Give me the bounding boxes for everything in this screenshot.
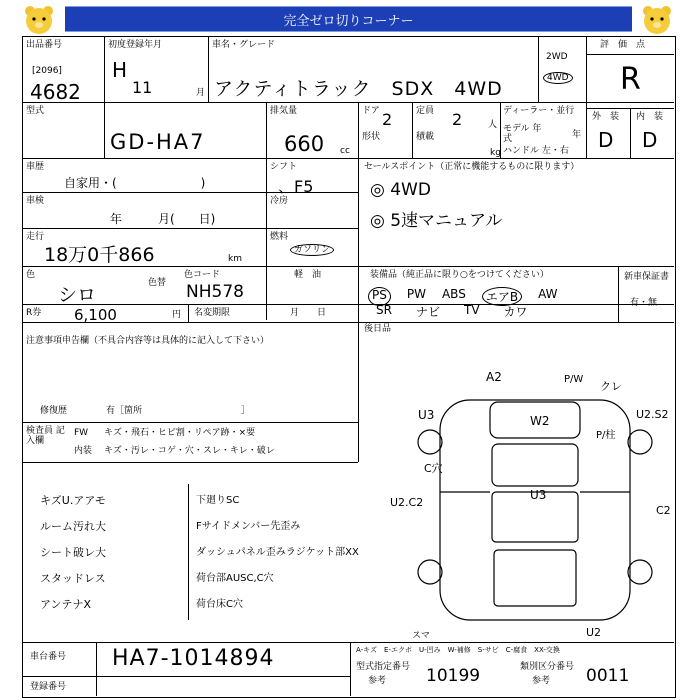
fw-items: キズ・飛石・ヒビ割・リペア跡・×要: [104, 428, 256, 438]
inspector-label: 検査員 記入欄: [26, 426, 65, 446]
displacement-value: 660: [284, 132, 325, 156]
load-unit: kg: [490, 148, 501, 158]
mileage-label: 走行: [26, 232, 45, 242]
equip-navi: ナビ: [415, 305, 440, 319]
equip-leather: カワ: [503, 305, 528, 319]
warranty-label: 新車保証書: [624, 272, 670, 282]
equip-sr: SR: [376, 303, 392, 317]
notes-right-column: 下廻りSC Fサイドメンバー先歪み ダッシュパネル歪みラジケット部XX 荷台部AUSC,C穴 荷台床C穴: [196, 495, 359, 610]
lot-number: 4682: [30, 80, 81, 104]
grade-value: R: [620, 62, 641, 97]
equip-aw: AW: [538, 287, 558, 301]
first-registration-label: 初度登録年月: [108, 40, 163, 50]
grade-label: 評 価 点: [600, 40, 646, 50]
shaken-value: 年 月( 日): [110, 212, 216, 226]
history-value: 自家用・( ): [64, 176, 206, 190]
recycle-unit: 円: [172, 310, 182, 320]
class-code-value: 0011: [586, 666, 630, 686]
history-label: 車歴: [26, 162, 45, 172]
registration-month-unit: 月: [196, 88, 206, 98]
model-code-ref: 参考: [368, 676, 387, 686]
lot-number-sub: [2096]: [32, 66, 62, 76]
diagram-label-a2: A2: [486, 370, 502, 384]
equipment-label: 装備品（純正品に限り○をつけてください）: [370, 270, 549, 280]
registration-year: 11: [132, 78, 153, 97]
fuel-diesel: 軽 油: [294, 270, 322, 280]
load-label: 積載: [416, 132, 435, 142]
interior-label: 内 装: [636, 112, 664, 122]
fuel-gasoline: ガソリン: [290, 244, 334, 256]
color-code-label: 色コード: [184, 270, 221, 280]
diagram-label-u3-top: U3: [418, 408, 435, 422]
aftermarket-label: 後日品: [364, 324, 392, 334]
class-code-ref: 参考: [532, 676, 551, 686]
diagram-label-u3-mid: U3: [530, 488, 547, 502]
recycle-value: 6,100: [74, 306, 117, 324]
registration-number-label: 登録番号: [30, 682, 67, 692]
section-banner: 完全ゼロ切りコーナー: [65, 6, 632, 32]
fuel-label: 燃料: [270, 232, 289, 242]
door-label: ドア: [362, 106, 380, 116]
diagram-label-u2c2: U2.C2: [390, 496, 424, 509]
capacity-label: 定員: [416, 106, 435, 116]
color-label: 色: [26, 270, 36, 280]
chassis-value: HA7-1014894: [112, 646, 275, 671]
model-code-value: 10199: [426, 666, 481, 686]
ac-label: 冷房: [270, 196, 289, 206]
shaken-label: 車検: [26, 196, 45, 206]
shift-label: シフト: [270, 162, 298, 172]
notes-label: 注意事項申告欄（不具合内容等は具体的に記入して下さい）: [26, 336, 270, 346]
color-code-value: NH578: [186, 282, 244, 302]
name-deadline-label: 名変期限: [194, 308, 231, 318]
diagram-label-kure: クレ: [600, 380, 622, 393]
color-value: シロ: [58, 284, 97, 306]
model-year-label: モデル 年式: [503, 124, 542, 144]
model-code-label: 型式指定番号: [356, 662, 411, 672]
diagram-label-c-hole: C穴: [424, 462, 443, 475]
interior-row-label: 内装: [74, 446, 93, 456]
lot-number-label: 出品番号: [26, 40, 63, 50]
warranty-value: 有・無: [630, 298, 658, 308]
shift-value: 、F5: [278, 177, 314, 196]
equip-tv: TV: [463, 303, 480, 317]
dealer-label: ディーラー・並行: [503, 106, 575, 116]
car-damage-diagram: [400, 372, 670, 640]
displacement-label: 排気量: [270, 106, 298, 116]
notes-left-column: キズU.アアモ ルーム汚れ大 シート破レ大 スタッドレス アンテナX: [40, 494, 106, 611]
exterior-grade: D: [598, 128, 614, 152]
car-name-grade: アクティトラック SDX 4WD: [214, 78, 503, 100]
equip-pw: PW: [406, 287, 426, 301]
car-name-label: 車名・グレード: [212, 40, 276, 50]
handle-label: ハンドル 左・右: [503, 146, 569, 156]
damage-legend: A-キズ E-エクボ U-凹み W-補修 S-サビ C-腐食 XX-交換: [356, 646, 560, 654]
sales-point-2: ◎ 5速マニュアル: [370, 211, 503, 231]
recycle-label: R券: [26, 308, 42, 318]
equipment-row-2: [376, 303, 528, 320]
door-value: 2: [382, 110, 393, 129]
sales-point-1: ◎ 4WD: [370, 180, 431, 200]
diagram-label-u2-bottom: U2: [586, 626, 602, 639]
repair-label: 修復歴: [40, 406, 68, 416]
mileage-value: 18万0千866: [44, 244, 155, 266]
diagram-label-suma: スマ: [412, 631, 430, 641]
mascot-bear-icon-left: [22, 4, 56, 36]
interior-items: キズ・汚レ・コゲ・穴・スレ・キレ・破レ: [104, 446, 275, 456]
shape-label: 形状: [362, 132, 381, 142]
chassis-label: 車台番号: [30, 652, 67, 662]
diagram-label-pw: P/W: [564, 374, 584, 385]
exterior-label: 外 装: [592, 112, 620, 122]
diagram-label-w2: W2: [530, 414, 550, 428]
model-label: 型式: [26, 106, 45, 116]
name-deadline-value: 月 日: [290, 308, 327, 318]
diagram-label-pillar: P/柱: [596, 430, 616, 441]
drive-2wd: 2WD: [546, 52, 568, 62]
equip-ps: PS: [368, 287, 391, 306]
equip-abs: ABS: [441, 287, 466, 301]
sales-points-label: セールスポイント（正常に機能するものに限ります）: [364, 162, 580, 172]
mascot-bear-icon-right: [640, 4, 674, 36]
model-value: GD-HA7: [110, 130, 206, 154]
diagram-label-c2: C2: [656, 504, 671, 517]
drive-4wd: 4WD: [543, 72, 573, 84]
class-code-label: 類別区分番号: [520, 662, 575, 672]
capacity-value: 2: [452, 110, 463, 129]
fw-label: FW: [74, 428, 89, 438]
equip-airbag: エアB: [482, 287, 522, 306]
diagram-label-u2s2: U2.S2: [636, 408, 669, 421]
interior-grade: D: [642, 128, 658, 152]
repair-value: 有［箇所 ］: [106, 406, 251, 416]
capacity-unit: 人: [488, 120, 498, 130]
color-change-label: 色替: [148, 278, 167, 288]
registration-era: H: [112, 58, 128, 82]
mileage-unit: km: [228, 254, 242, 264]
displacement-unit: cc: [340, 146, 350, 156]
year-unit: 年: [572, 130, 582, 140]
